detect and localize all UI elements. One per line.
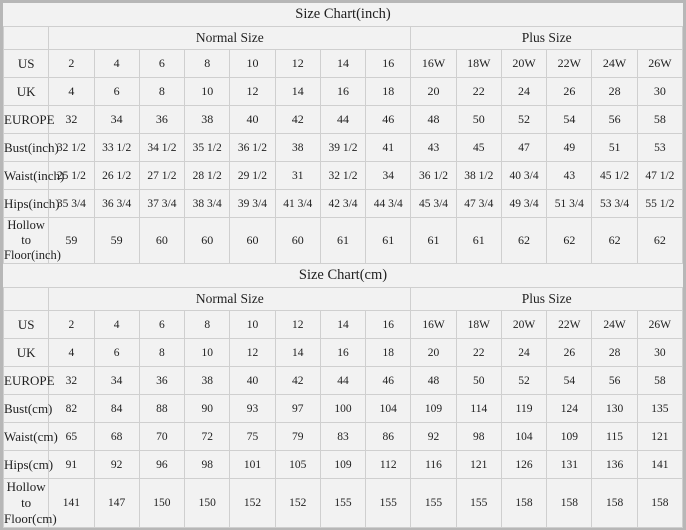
cell: 26 1/2 [94,162,139,190]
cell: 70 [139,423,184,451]
cell: 59 [94,218,139,264]
cell: 100 [320,395,365,423]
cell: 38 1/2 [456,162,501,190]
cell: 31 [275,162,320,190]
table-row [4,218,683,264]
cell: 43 [411,134,456,162]
cell: 22W [547,50,592,78]
row-label: UK [4,339,49,367]
cell: 109 [547,423,592,451]
cell: 84 [94,395,139,423]
cell: 44 [320,367,365,395]
size-chart-inch [3,3,683,264]
cell: 158 [547,479,592,528]
cell: 79 [275,423,320,451]
cell: 48 [411,367,456,395]
corner-cell [4,27,49,50]
cell: 6 [94,339,139,367]
cell: 26 [547,78,592,106]
row-label: UK [4,78,49,106]
cell: 54 [547,367,592,395]
cell: 32 1/2 [49,134,94,162]
cell: 8 [185,311,230,339]
cell: 98 [456,423,501,451]
cell: 26W [637,50,682,78]
table-row [4,395,683,423]
cell: 22W [547,311,592,339]
row-label: Hips(cm) [4,451,49,479]
cell: 44 3/4 [366,190,411,218]
cell: 2 [49,311,94,339]
cell: 155 [456,479,501,528]
cell: 121 [456,451,501,479]
cell: 98 [185,451,230,479]
cell: 155 [320,479,365,528]
cell: 8 [185,50,230,78]
cell: 61 [366,218,411,264]
row-label: Hips(inch) [4,190,49,218]
cell: 135 [637,395,682,423]
cell: 53 3/4 [592,190,637,218]
cell: 112 [366,451,411,479]
cell: 4 [49,339,94,367]
cell: 150 [185,479,230,528]
cell: 41 3/4 [275,190,320,218]
cell: 16 [366,311,411,339]
cell: 141 [637,451,682,479]
cell: 18 [366,78,411,106]
cell: 53 [637,134,682,162]
size-chart-inch-table [3,3,683,264]
cell: 82 [49,395,94,423]
cell: 14 [275,78,320,106]
cell: 39 1/2 [320,134,365,162]
cell: 42 3/4 [320,190,365,218]
cell: 45 3/4 [411,190,456,218]
cell: 61 [456,218,501,264]
cell: 158 [501,479,546,528]
cell: 150 [139,479,184,528]
cell: 60 [139,218,184,264]
cell: 36 3/4 [94,190,139,218]
cell: 62 [501,218,546,264]
group-plus-size: Plus Size [411,27,683,50]
cell: 52 [501,367,546,395]
cell: 24 [501,339,546,367]
cell: 20W [501,311,546,339]
cell: 59 [49,218,94,264]
cell: 58 [637,367,682,395]
table-row [4,339,683,367]
cell: 41 [366,134,411,162]
cell: 20 [411,78,456,106]
cell: 109 [411,395,456,423]
cell: 40 [230,106,275,134]
cell: 16 [320,78,365,106]
cell: 30 [637,78,682,106]
cell: 65 [49,423,94,451]
table-row [4,311,683,339]
cell: 24W [592,311,637,339]
cell: 60 [230,218,275,264]
cell: 51 [592,134,637,162]
row-label: EUROPE [4,106,49,134]
corner-cell [4,288,49,311]
cell: 61 [320,218,365,264]
cell: 116 [411,451,456,479]
row-label: Bust(inch) [4,134,49,162]
cell: 10 [230,311,275,339]
cell: 126 [501,451,546,479]
cell: 88 [139,395,184,423]
row-label: Hollow to Floor(cm) [4,479,57,526]
table-row [4,367,683,395]
cell: 101 [230,451,275,479]
cell: 32 [49,106,94,134]
cell: 18W [456,311,501,339]
cell: 37 3/4 [139,190,184,218]
cell: 18 [366,339,411,367]
cell: 105 [275,451,320,479]
table-row [4,106,683,134]
cell: 10 [185,78,230,106]
cell: 62 [637,218,682,264]
cell: 55 1/2 [637,190,682,218]
cell: 54 [547,106,592,134]
row-label: Bust(cm) [4,395,49,423]
cell: 47 [501,134,546,162]
cell: 24 [501,78,546,106]
cell: 40 3/4 [501,162,546,190]
cell: 36 [139,367,184,395]
cell: 141 [49,479,94,528]
group-plus-size: Plus Size [411,288,683,311]
cell: 49 3/4 [501,190,546,218]
cell: 38 [185,106,230,134]
cell: 10 [185,339,230,367]
cell: 38 [275,134,320,162]
cell: 6 [94,78,139,106]
cell: 52 [501,106,546,134]
cell: 4 [94,50,139,78]
title-row [4,264,683,288]
cell: 22 [456,339,501,367]
cell: 47 3/4 [456,190,501,218]
cell: 25 1/2 [49,162,94,190]
cell: 36 1/2 [230,134,275,162]
cell: 155 [411,479,456,528]
cell: 14 [320,311,365,339]
cell: 119 [501,395,546,423]
cell: 36 [139,106,184,134]
cell: 92 [411,423,456,451]
cell: 130 [592,395,637,423]
cell: 12 [230,78,275,106]
cell: 58 [637,106,682,134]
table-row [4,479,683,528]
cell: 36 1/2 [411,162,456,190]
cell: 14 [320,50,365,78]
cell: 121 [637,423,682,451]
group-normal-size: Normal Size [49,27,411,50]
size-chart-cm-table [3,264,683,528]
chart-title: Size Chart(inch) [4,3,683,27]
cell: 4 [94,311,139,339]
cell: 12 [275,311,320,339]
group-row [4,288,683,311]
cell: 4 [49,78,94,106]
cell: 72 [185,423,230,451]
cell: 62 [547,218,592,264]
cell: 16 [366,50,411,78]
cell: 26W [637,311,682,339]
row-label: Waist(inch) [4,162,49,190]
cell: 28 [592,339,637,367]
cell: 68 [94,423,139,451]
cell: 28 1/2 [185,162,230,190]
row-label: US [4,311,49,339]
cell: 91 [49,451,94,479]
cell: 34 [366,162,411,190]
cell: 16W [411,50,456,78]
cell: 86 [366,423,411,451]
cell: 124 [547,395,592,423]
cell: 29 1/2 [230,162,275,190]
cell: 158 [592,479,637,528]
row-label: Waist(cm) [4,423,49,451]
cell: 20 [411,339,456,367]
cell: 35 3/4 [49,190,94,218]
cell: 8 [139,339,184,367]
cell: 38 3/4 [185,190,230,218]
cell: 33 1/2 [94,134,139,162]
cell: 62 [592,218,637,264]
cell: 114 [456,395,501,423]
chart-title: Size Chart(cm) [4,264,683,288]
cell: 158 [637,479,682,528]
table-row [4,78,683,106]
cell: 147 [94,479,139,528]
cell: 46 [366,367,411,395]
table-row [4,190,683,218]
cell: 152 [275,479,320,528]
table-row [4,423,683,451]
cell: 61 [411,218,456,264]
row-label: US [4,50,49,78]
cell: 93 [230,395,275,423]
cell: 8 [139,78,184,106]
table-row [4,162,683,190]
cell: 34 [94,106,139,134]
row-label: EUROPE [4,367,49,395]
cell: 51 3/4 [547,190,592,218]
cell: 35 1/2 [185,134,230,162]
cell: 32 1/2 [320,162,365,190]
cell: 109 [320,451,365,479]
cell: 104 [366,395,411,423]
cell: 49 [547,134,592,162]
cell: 14 [275,339,320,367]
cell: 38 [185,367,230,395]
cell: 34 1/2 [139,134,184,162]
cell: 152 [230,479,275,528]
cell: 10 [230,50,275,78]
cell: 50 [456,106,501,134]
cell: 12 [275,50,320,78]
cell: 46 [366,106,411,134]
cell: 45 1/2 [592,162,637,190]
cell: 131 [547,451,592,479]
cell: 22 [456,78,501,106]
cell: 2 [49,50,94,78]
title-row [4,3,683,27]
cell: 56 [592,367,637,395]
cell: 83 [320,423,365,451]
cell: 44 [320,106,365,134]
cell: 45 [456,134,501,162]
cell: 42 [275,367,320,395]
cell: 16W [411,311,456,339]
cell: 48 [411,106,456,134]
cell: 34 [94,367,139,395]
table-row [4,451,683,479]
cell: 47 1/2 [637,162,682,190]
row-label: Hollow to Floor(inch) [4,218,61,262]
cell: 24W [592,50,637,78]
table-row [4,50,683,78]
cell: 6 [139,50,184,78]
cell: 97 [275,395,320,423]
cell: 12 [230,339,275,367]
cell: 60 [275,218,320,264]
group-row [4,27,683,50]
cell: 27 1/2 [139,162,184,190]
cell: 90 [185,395,230,423]
group-normal-size: Normal Size [49,288,411,311]
cell: 39 3/4 [230,190,275,218]
cell: 60 [185,218,230,264]
size-chart-cm [3,264,683,528]
cell: 32 [49,367,94,395]
cell: 26 [547,339,592,367]
cell: 40 [230,367,275,395]
cell: 43 [547,162,592,190]
cell: 92 [94,451,139,479]
cell: 56 [592,106,637,134]
cell: 115 [592,423,637,451]
cell: 20W [501,50,546,78]
cell: 136 [592,451,637,479]
cell: 50 [456,367,501,395]
cell: 28 [592,78,637,106]
cell: 104 [501,423,546,451]
cell: 75 [230,423,275,451]
cell: 42 [275,106,320,134]
cell: 96 [139,451,184,479]
table-row [4,134,683,162]
cell: 30 [637,339,682,367]
cell: 16 [320,339,365,367]
cell: 18W [456,50,501,78]
cell: 6 [139,311,184,339]
cell: 155 [366,479,411,528]
